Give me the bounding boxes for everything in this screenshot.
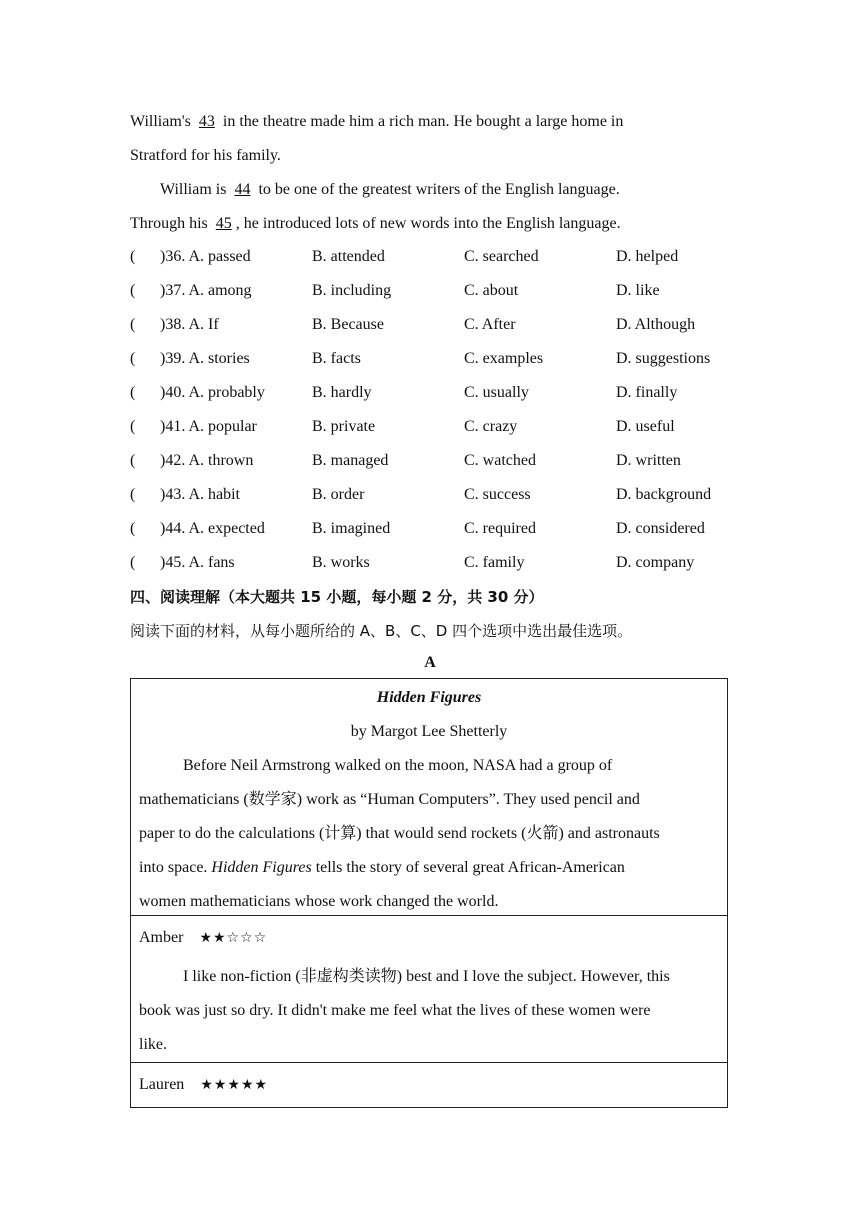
question-row — [130, 282, 750, 302]
passage-text: William is — [160, 181, 227, 198]
star-rating: ★★☆☆☆ — [199, 930, 268, 946]
option-a: )38. A. If — [160, 316, 219, 333]
book-title: Hidden Figures — [376, 689, 482, 706]
section-heading: 四、阅读理解（本大题共 15 小题，每小题 2 分，共 30 分） — [130, 588, 544, 606]
option-a: )45. A. fans — [160, 554, 235, 571]
option-b: B. managed — [312, 452, 389, 469]
section-instruction: 阅读下面的材料，从每小题所给的 A、B、C、D 四个选项中选出最佳选项。 — [130, 622, 633, 640]
option-a: )36. A. passed — [160, 248, 251, 265]
option-c: C. crazy — [464, 418, 518, 435]
option-d: D. suggestions — [616, 350, 711, 367]
blank-43: 43 — [198, 113, 215, 130]
reviewer-header — [131, 916, 727, 960]
option-c: C. usually — [464, 384, 529, 401]
option-b: B. attended — [312, 248, 385, 265]
option-d: D. written — [616, 452, 681, 469]
description-line: paper to do the calculations (计算) that would send rockets (火箭) and astronauts — [139, 825, 660, 842]
answer-paren: ( — [130, 520, 136, 537]
answer-paren: ( — [130, 384, 136, 401]
question-row — [130, 418, 750, 438]
question-row — [130, 384, 750, 404]
option-b: B. imagined — [312, 520, 391, 537]
question-row — [130, 350, 750, 370]
option-d: D. background — [616, 486, 712, 503]
book-cell — [131, 679, 727, 916]
answer-paren: ( — [130, 554, 136, 571]
option-a: )43. A. habit — [160, 486, 240, 503]
book-title-inline: Hidden Figures — [211, 859, 312, 876]
description-line: women mathematicians whose work changed the world. — [139, 893, 499, 910]
option-c: C. examples — [464, 350, 544, 367]
question-row — [130, 452, 750, 472]
review-cell-lauren — [131, 1063, 727, 1107]
option-c: C. success — [464, 486, 531, 503]
option-b: B. order — [312, 486, 365, 503]
option-a: )41. A. popular — [160, 418, 257, 435]
question-row — [130, 248, 750, 268]
answer-paren: ( — [130, 452, 136, 469]
passage-line-1 — [130, 112, 623, 132]
passage-text: , he introduced lots of new words into the English language. — [235, 215, 621, 232]
review-line: I like non-fiction (非虚构类读物) best and I love the subject. However, this — [183, 968, 670, 985]
reviewer-header — [131, 1063, 727, 1107]
option-d: D. considered — [616, 520, 705, 537]
option-a: )40. A. probably — [160, 384, 265, 401]
option-a: )42. A. thrown — [160, 452, 254, 469]
answer-paren: ( — [130, 316, 136, 333]
option-b: B. hardly — [312, 384, 372, 401]
option-b: B. facts — [312, 350, 361, 367]
passage-text: to be one of the greatest writers of the English language. — [258, 181, 620, 198]
passage-text: William's — [130, 113, 191, 130]
option-d: D. finally — [616, 384, 678, 401]
blank-45: 45 — [215, 215, 232, 232]
option-a: )37. A. among — [160, 282, 252, 299]
answer-paren: ( — [130, 350, 136, 367]
answer-paren: ( — [130, 418, 136, 435]
option-c: C. searched — [464, 248, 539, 265]
option-d: D. Although — [616, 316, 696, 333]
option-d: D. helped — [616, 248, 679, 265]
book-author: by Margot Lee Shetterly — [350, 723, 508, 740]
review-table — [130, 678, 728, 1108]
option-d: D. company — [616, 554, 695, 571]
passage-line-2: Stratford for his family. — [130, 147, 281, 164]
question-row — [130, 486, 750, 506]
option-c: C. watched — [464, 452, 536, 469]
book-description — [131, 749, 727, 919]
option-a: )44. A. expected — [160, 520, 265, 537]
option-b: B. works — [312, 554, 370, 571]
star-rating: ★★★★★ — [200, 1077, 269, 1093]
review-line: book was just so dry. It didn't make me feel what the lives of these women were — [139, 1002, 651, 1019]
passage-text: Through his — [130, 215, 208, 232]
passage-text: in the theatre made him a rich man. He bought a large home in — [222, 113, 624, 130]
option-c: C. After — [464, 316, 516, 333]
option-c: C. family — [464, 554, 525, 571]
question-row — [130, 520, 750, 540]
option-c: C. about — [464, 282, 519, 299]
passage-line-3 — [160, 180, 620, 200]
option-c: C. required — [464, 520, 536, 537]
option-b: B. private — [312, 418, 376, 435]
description-text: tells the story of several great African-American — [315, 859, 625, 876]
review-cell-amber — [131, 916, 727, 1063]
description-line — [139, 851, 719, 885]
option-d: D. like — [616, 282, 660, 299]
blank-44: 44 — [234, 181, 251, 198]
option-b: B. including — [312, 282, 392, 299]
option-b: B. Because — [312, 316, 384, 333]
passage-letter: A — [424, 654, 436, 671]
description-text: into space. — [139, 859, 208, 876]
option-a: )39. A. stories — [160, 350, 250, 367]
answer-paren: ( — [130, 486, 136, 503]
answer-paren: ( — [130, 248, 136, 265]
passage-line-4 — [130, 214, 621, 234]
answer-paren: ( — [130, 282, 136, 299]
option-d: D. useful — [616, 418, 675, 435]
review-line: like. — [139, 1036, 167, 1053]
description-line: mathematicians (数学家) work as “Human Computers”. They used pencil and — [139, 791, 640, 808]
reviewer-name: Amber — [139, 929, 184, 946]
description-line: Before Neil Armstrong walked on the moon, NASA had a group of — [183, 757, 613, 774]
reviewer-name: Lauren — [139, 1076, 185, 1093]
question-row — [130, 554, 750, 574]
review-text — [131, 960, 727, 1062]
question-row — [130, 316, 750, 336]
